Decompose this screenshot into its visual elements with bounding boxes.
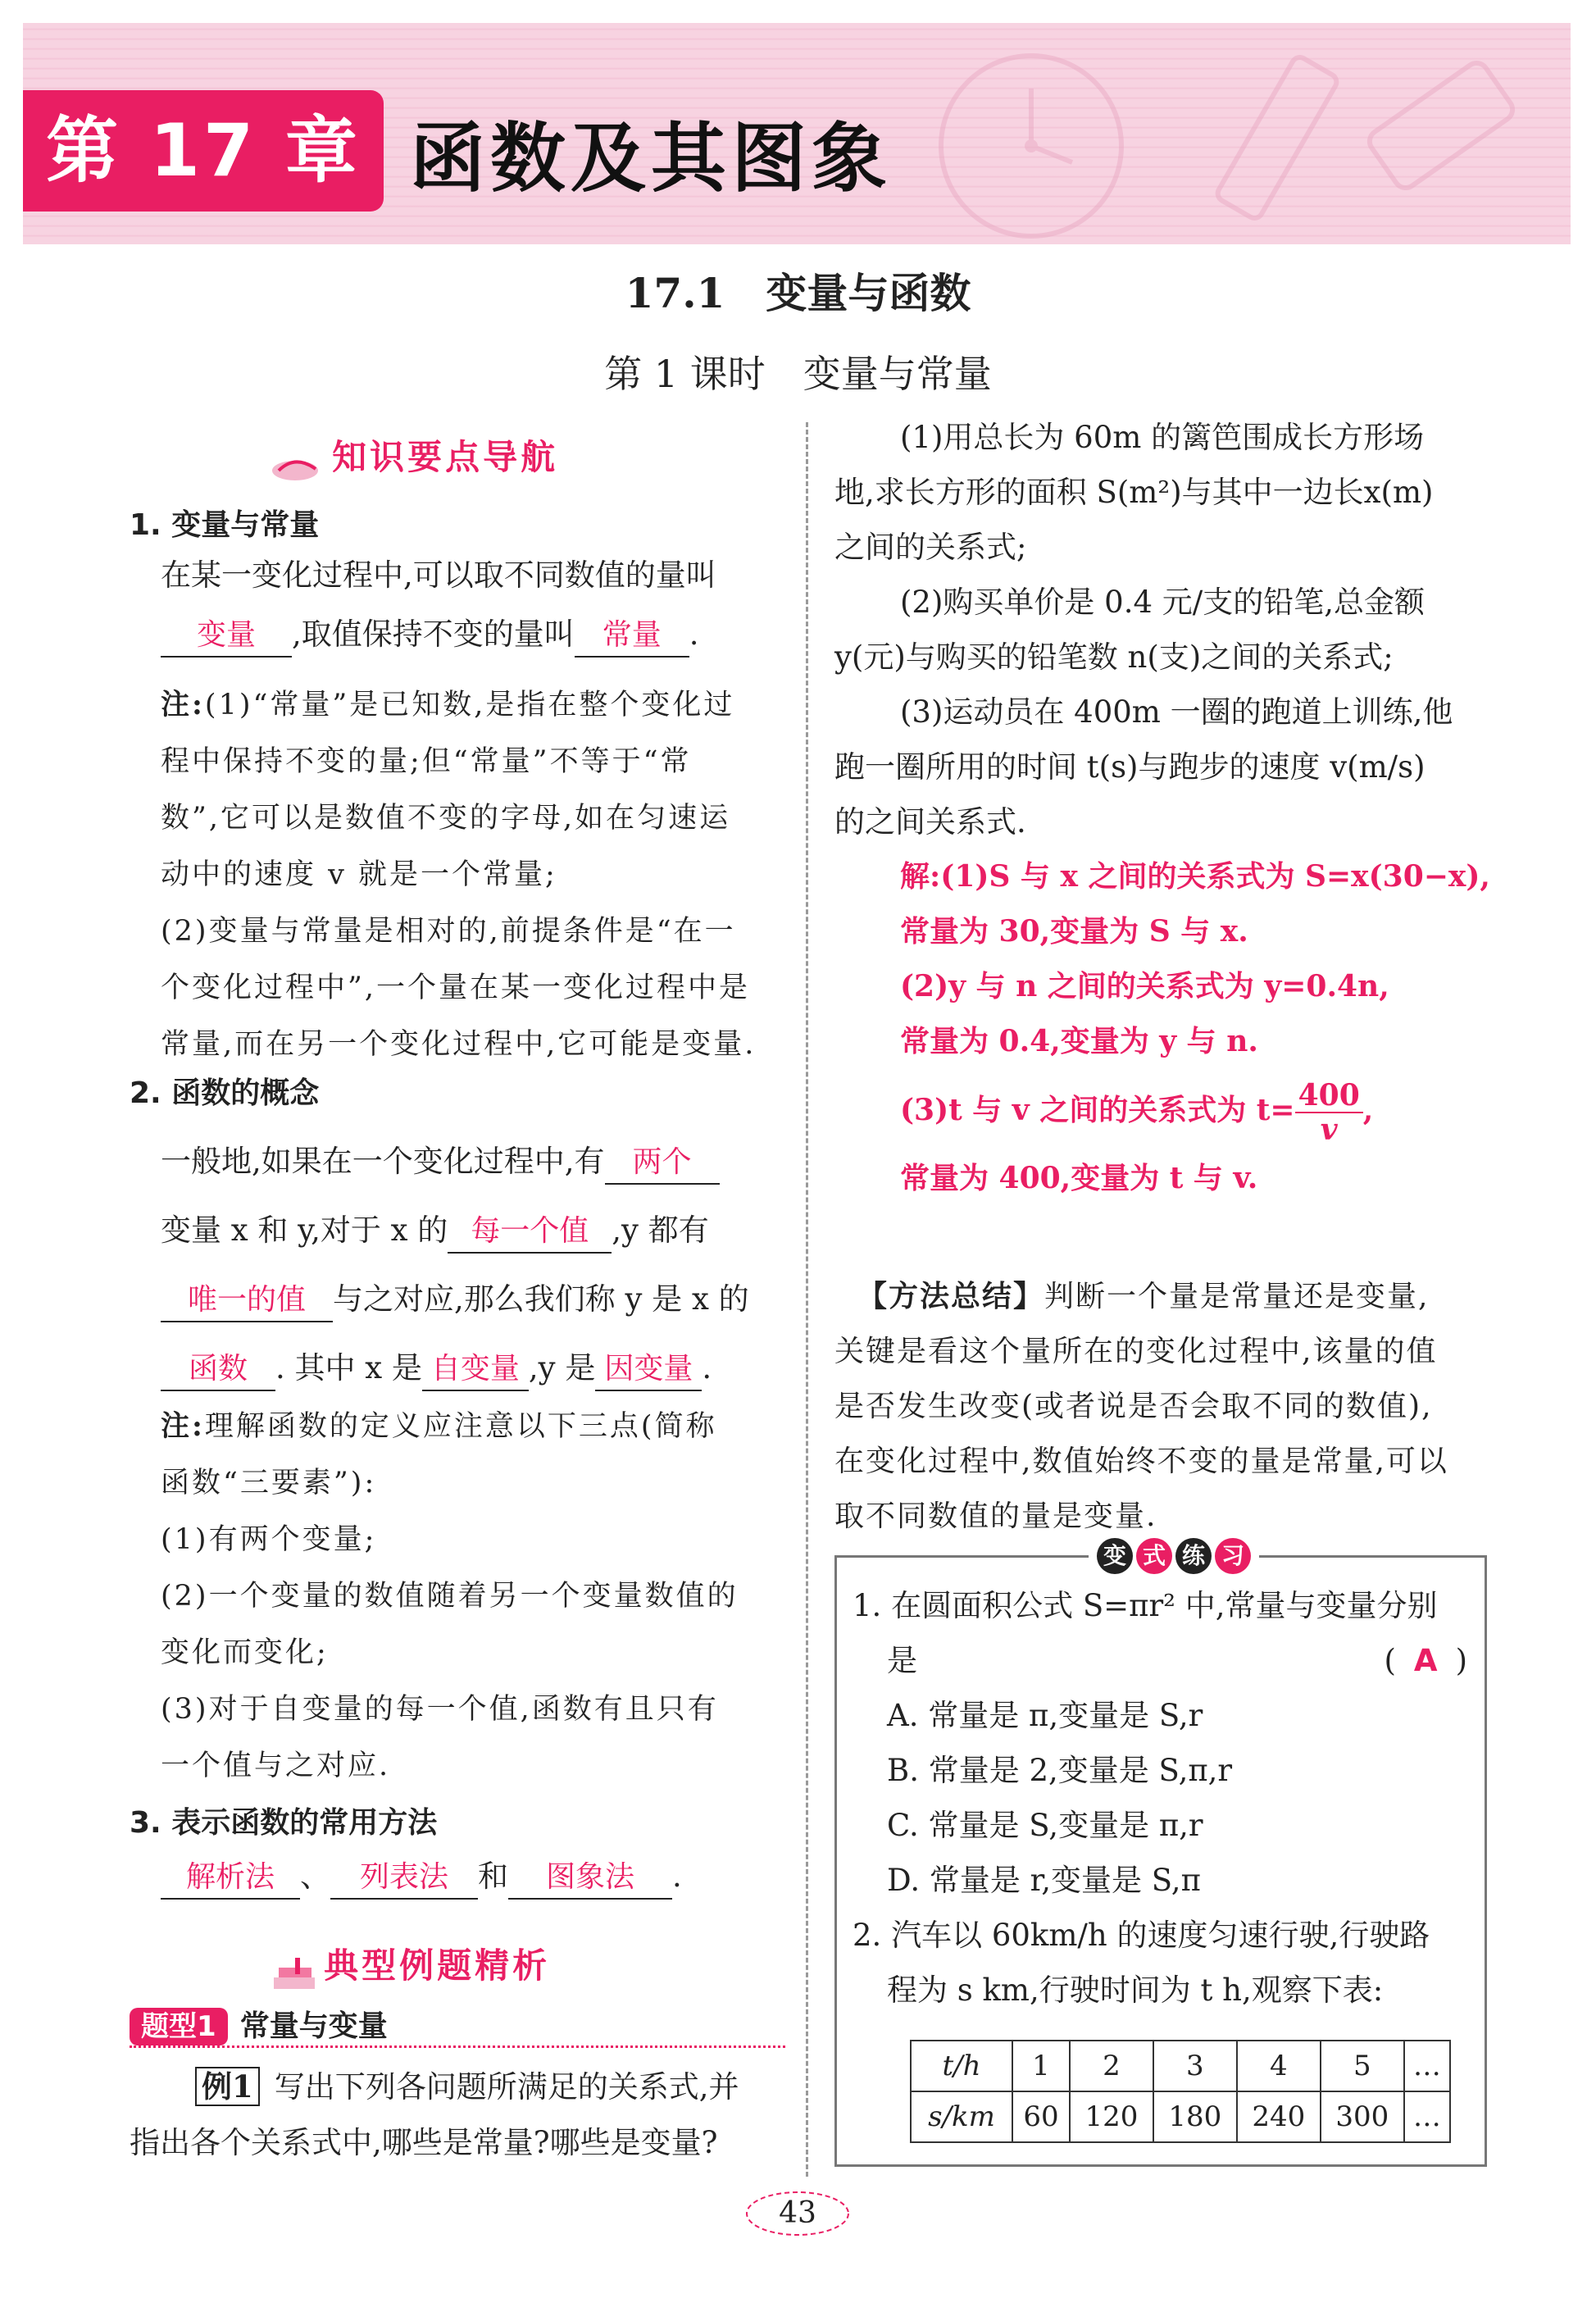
blank-independent: 自变量	[422, 1349, 529, 1391]
example-tag: 例1	[195, 2067, 260, 2106]
table-cell: 120	[1070, 2091, 1153, 2142]
sol-line1: 解:(1)S 与 x 之间的关系式为 S=x(30−x),	[900, 859, 1490, 894]
exercise1-answer: A	[1413, 1643, 1438, 1678]
exercise1-option-b: B. 常量是 2,变量是 S,π,r	[887, 1753, 1233, 1788]
page-number: 43	[779, 2196, 816, 2230]
blank-constant: 常量	[575, 615, 689, 658]
k2-line4b: ,y 是	[528, 1350, 596, 1386]
q-line7: 跑一圈所用的时间 t(s)与跑步的速度 v(m/s)	[834, 749, 1425, 785]
k2-block	[161, 1127, 800, 1403]
exercise-badge-char: 习	[1215, 1538, 1251, 1574]
k3-line	[161, 1849, 682, 1904]
k2-line4c: .	[702, 1350, 712, 1386]
note2-label: 注:	[161, 1409, 205, 1443]
k1-line2-text: ,取值保持不变的量叫	[292, 617, 575, 652]
exercise-badge	[1089, 1538, 1259, 1574]
method-line2: 关键是看这个量所在的变化过程中,该量的值	[834, 1335, 1438, 1368]
exercise-badge-char: 变	[1097, 1538, 1133, 1574]
note2-line7: 一个值与之对应.	[161, 1750, 391, 1782]
k2-line4a: . 其中 x 是	[275, 1350, 422, 1386]
table-cell: 2	[1070, 2041, 1153, 2091]
column-divider	[806, 422, 808, 2177]
example1-line2: 指出各个关系式中,哪些是常量?哪些是变量?	[130, 2125, 718, 2160]
table-cell: 240	[1237, 2091, 1321, 2142]
example-badge	[271, 1939, 550, 1992]
table-cell: …	[1404, 2041, 1450, 2091]
blank-graph: 图象法	[508, 1857, 672, 1900]
k2-line3: 与之对应,那么我们称 y 是 x 的	[333, 1281, 749, 1317]
k2-heading: 2. 函数的概念	[130, 1076, 320, 1110]
note1-line6: 个变化过程中”,一个量在某一变化过程中是	[161, 972, 751, 1004]
exercise2-line2: 程为 s km,行驶时间为 t h,观察下表:	[887, 1973, 1384, 2008]
note1-block	[161, 676, 784, 1073]
q-line3: 之间的关系式;	[834, 530, 1027, 565]
q-line5: y(元)与购买的铅笔数 n(支)之间的关系式;	[834, 639, 1394, 675]
method-summary	[834, 1269, 1507, 1544]
fraction-numerator: 400	[1295, 1079, 1363, 1113]
lesson-title: 第 1 课时 变量与常量	[604, 352, 992, 396]
page-number-badge	[740, 2187, 855, 2240]
method-label: 【方法总结】	[857, 1280, 1045, 1313]
table-cell: 60	[1012, 2091, 1070, 2142]
exercise-content	[853, 1578, 1476, 2018]
table-cell: 180	[1153, 2091, 1237, 2142]
answer-paren-close: )	[1455, 1643, 1467, 1678]
example-badge-label: 典型例题精析	[324, 1945, 551, 1986]
chapter-label: 第 17 章	[23, 90, 384, 212]
blank-variable: 变量	[161, 615, 292, 658]
blank-dependent: 因变量	[595, 1349, 702, 1391]
k2-line2a: 变量 x 和 y,对于 x 的	[161, 1213, 448, 1248]
method-line4: 在变化过程中,数值始终不变的量是常量,可以	[834, 1445, 1448, 1478]
table-cell: …	[1404, 2091, 1450, 2142]
exercise1-line2: 是	[887, 1643, 917, 1678]
table-cell: 4	[1237, 2041, 1321, 2091]
speed-table	[910, 2040, 1451, 2143]
exercise1-line1: 1. 在圆面积公式 S=πr² 中,常量与变量分别	[853, 1588, 1438, 1623]
note1-line7: 常量,而在另一个变化过程中,它可能是变量.	[161, 1028, 757, 1061]
book-icon	[271, 449, 328, 482]
books-icon	[271, 1956, 320, 1992]
sol-fraction	[1295, 1079, 1363, 1146]
type-tag: 题型1	[130, 2008, 228, 2045]
k1-line1: 在某一变化过程中,可以取不同数值的量叫	[161, 557, 716, 593]
table-cell: 300	[1321, 2091, 1404, 2142]
q-line6: (3)运动员在 400m 一圈的跑道上训练,他	[900, 694, 1453, 730]
note1-line2: 程中保持不变的量;但“常量”不等于“常	[161, 745, 692, 778]
exercise1-option-d: D. 常量是 r,变量是 S,π	[887, 1863, 1201, 1898]
fraction-denominator: v	[1320, 1113, 1338, 1147]
exercise1-option-c: C. 常量是 S,变量是 π,r	[887, 1808, 1203, 1843]
q-line8: 的之间关系式.	[834, 804, 1026, 840]
method-line1: 判断一个量是常量还是变量,	[1044, 1280, 1430, 1313]
table-row	[911, 2041, 1450, 2091]
sol-line6: 常量为 400,变量为 t 与 v.	[900, 1161, 1258, 1195]
k1-heading: 1. 变量与常量	[130, 508, 320, 542]
note2-line1: 理解函数的定义应注意以下三点(简称	[204, 1410, 717, 1443]
section-title: 17.1 变量与函数	[625, 269, 971, 317]
k1-line2-end: .	[689, 617, 699, 652]
exercise2-line1: 2. 汽车以 60km/h 的速度匀速行驶,行驶路	[853, 1918, 1430, 1953]
k2-line2b: ,y 都有	[612, 1213, 709, 1248]
sol-line5: (3)t 与 v 之间的关系式为 t=	[900, 1093, 1295, 1127]
knowledge-badge	[271, 430, 558, 482]
exercise-badge-char: 练	[1175, 1538, 1212, 1574]
note1-line1: (1)“常量”是已知数,是指在整个变化过	[204, 689, 735, 721]
sol-line2: 常量为 30,变量为 S 与 x.	[900, 914, 1248, 949]
chapter-title: 函数及其图象	[410, 115, 893, 202]
question-block	[834, 410, 1507, 849]
sol-line3: (2)y 与 n 之间的关系式为 y=0.4n,	[900, 969, 1389, 1003]
example1-block	[130, 2059, 785, 2171]
note2-line2: 函数“三要素”):	[161, 1467, 377, 1499]
note2-line3: (1)有两个变量;	[161, 1523, 377, 1556]
exercise1-answer-bracket	[1384, 1633, 1467, 1688]
note1-line5: (2)变量与常量是相对的,前提条件是“在一	[161, 915, 736, 948]
k1-line2	[161, 607, 784, 662]
note1-line4: 动中的速度 v 就是一个常量;	[161, 858, 557, 891]
note2-block	[161, 1398, 792, 1795]
note1-line3: 数”,它可以是数值不变的字母,如在匀速运	[161, 802, 731, 835]
table-cell: t/h	[911, 2041, 1012, 2091]
method-line3: 是否发生改变(或者说是否会取不同的数值),	[834, 1390, 1433, 1423]
note2-line6: (3)对于自变量的每一个值,函数有且只有	[161, 1693, 719, 1726]
solution-block	[900, 849, 1539, 1206]
table-cell: s/km	[911, 2091, 1012, 2142]
blank-two: 两个	[605, 1142, 720, 1185]
q-line2: 地,求长方形的面积 S(m²)与其中一边长x(m)	[834, 475, 1434, 510]
blank-table: 列表法	[330, 1857, 478, 1900]
blank-analytic: 解析法	[161, 1857, 300, 1900]
answer-paren-open: (	[1384, 1643, 1396, 1678]
note1-label: 注:	[161, 688, 205, 721]
knowledge-badge-label: 知识要点导航	[332, 437, 559, 477]
table-cell: 1	[1012, 2041, 1070, 2091]
stationery-decoration-icon	[884, 23, 1564, 244]
k3-heading: 3. 表示函数的常用方法	[130, 1806, 438, 1840]
k3-sep2: 和	[478, 1859, 508, 1894]
blank-unique-value: 唯一的值	[161, 1280, 333, 1322]
k2-line1: 一般地,如果在一个变化过程中,有	[161, 1144, 605, 1179]
note2-line4: (2)一个变量的数值随着另一个变量数值的	[161, 1580, 739, 1613]
sol-line5-end: ,	[1362, 1093, 1374, 1127]
q-line1: (1)用总长为 60m 的篱笆围成长方形场	[900, 420, 1425, 455]
k3-end: .	[672, 1859, 682, 1894]
method-line5: 取不同数值的量是变量.	[834, 1499, 1157, 1533]
blank-function: 函数	[161, 1349, 275, 1391]
table-row	[911, 2091, 1450, 2142]
table-cell: 3	[1153, 2041, 1237, 2091]
type-header	[130, 2003, 785, 2048]
exercise1-option-a: A. 常量是 π,变量是 S,r	[887, 1698, 1203, 1733]
type-title: 常量与变量	[239, 2009, 388, 2043]
table-cell: 5	[1321, 2041, 1404, 2091]
example1-line1: 写出下列各问题所满足的关系式,并	[274, 2069, 739, 2105]
exercise-badge-char: 式	[1136, 1538, 1172, 1574]
q-line4: (2)购买单价是 0.4 元/支的铅笔,总金额	[900, 585, 1425, 620]
note2-line5: 变化而变化;	[161, 1636, 329, 1669]
blank-each-value: 每一个值	[448, 1211, 612, 1254]
k3-sep1: 、	[300, 1859, 330, 1894]
sol-line4: 常量为 0.4,变量为 y 与 n.	[900, 1024, 1258, 1058]
